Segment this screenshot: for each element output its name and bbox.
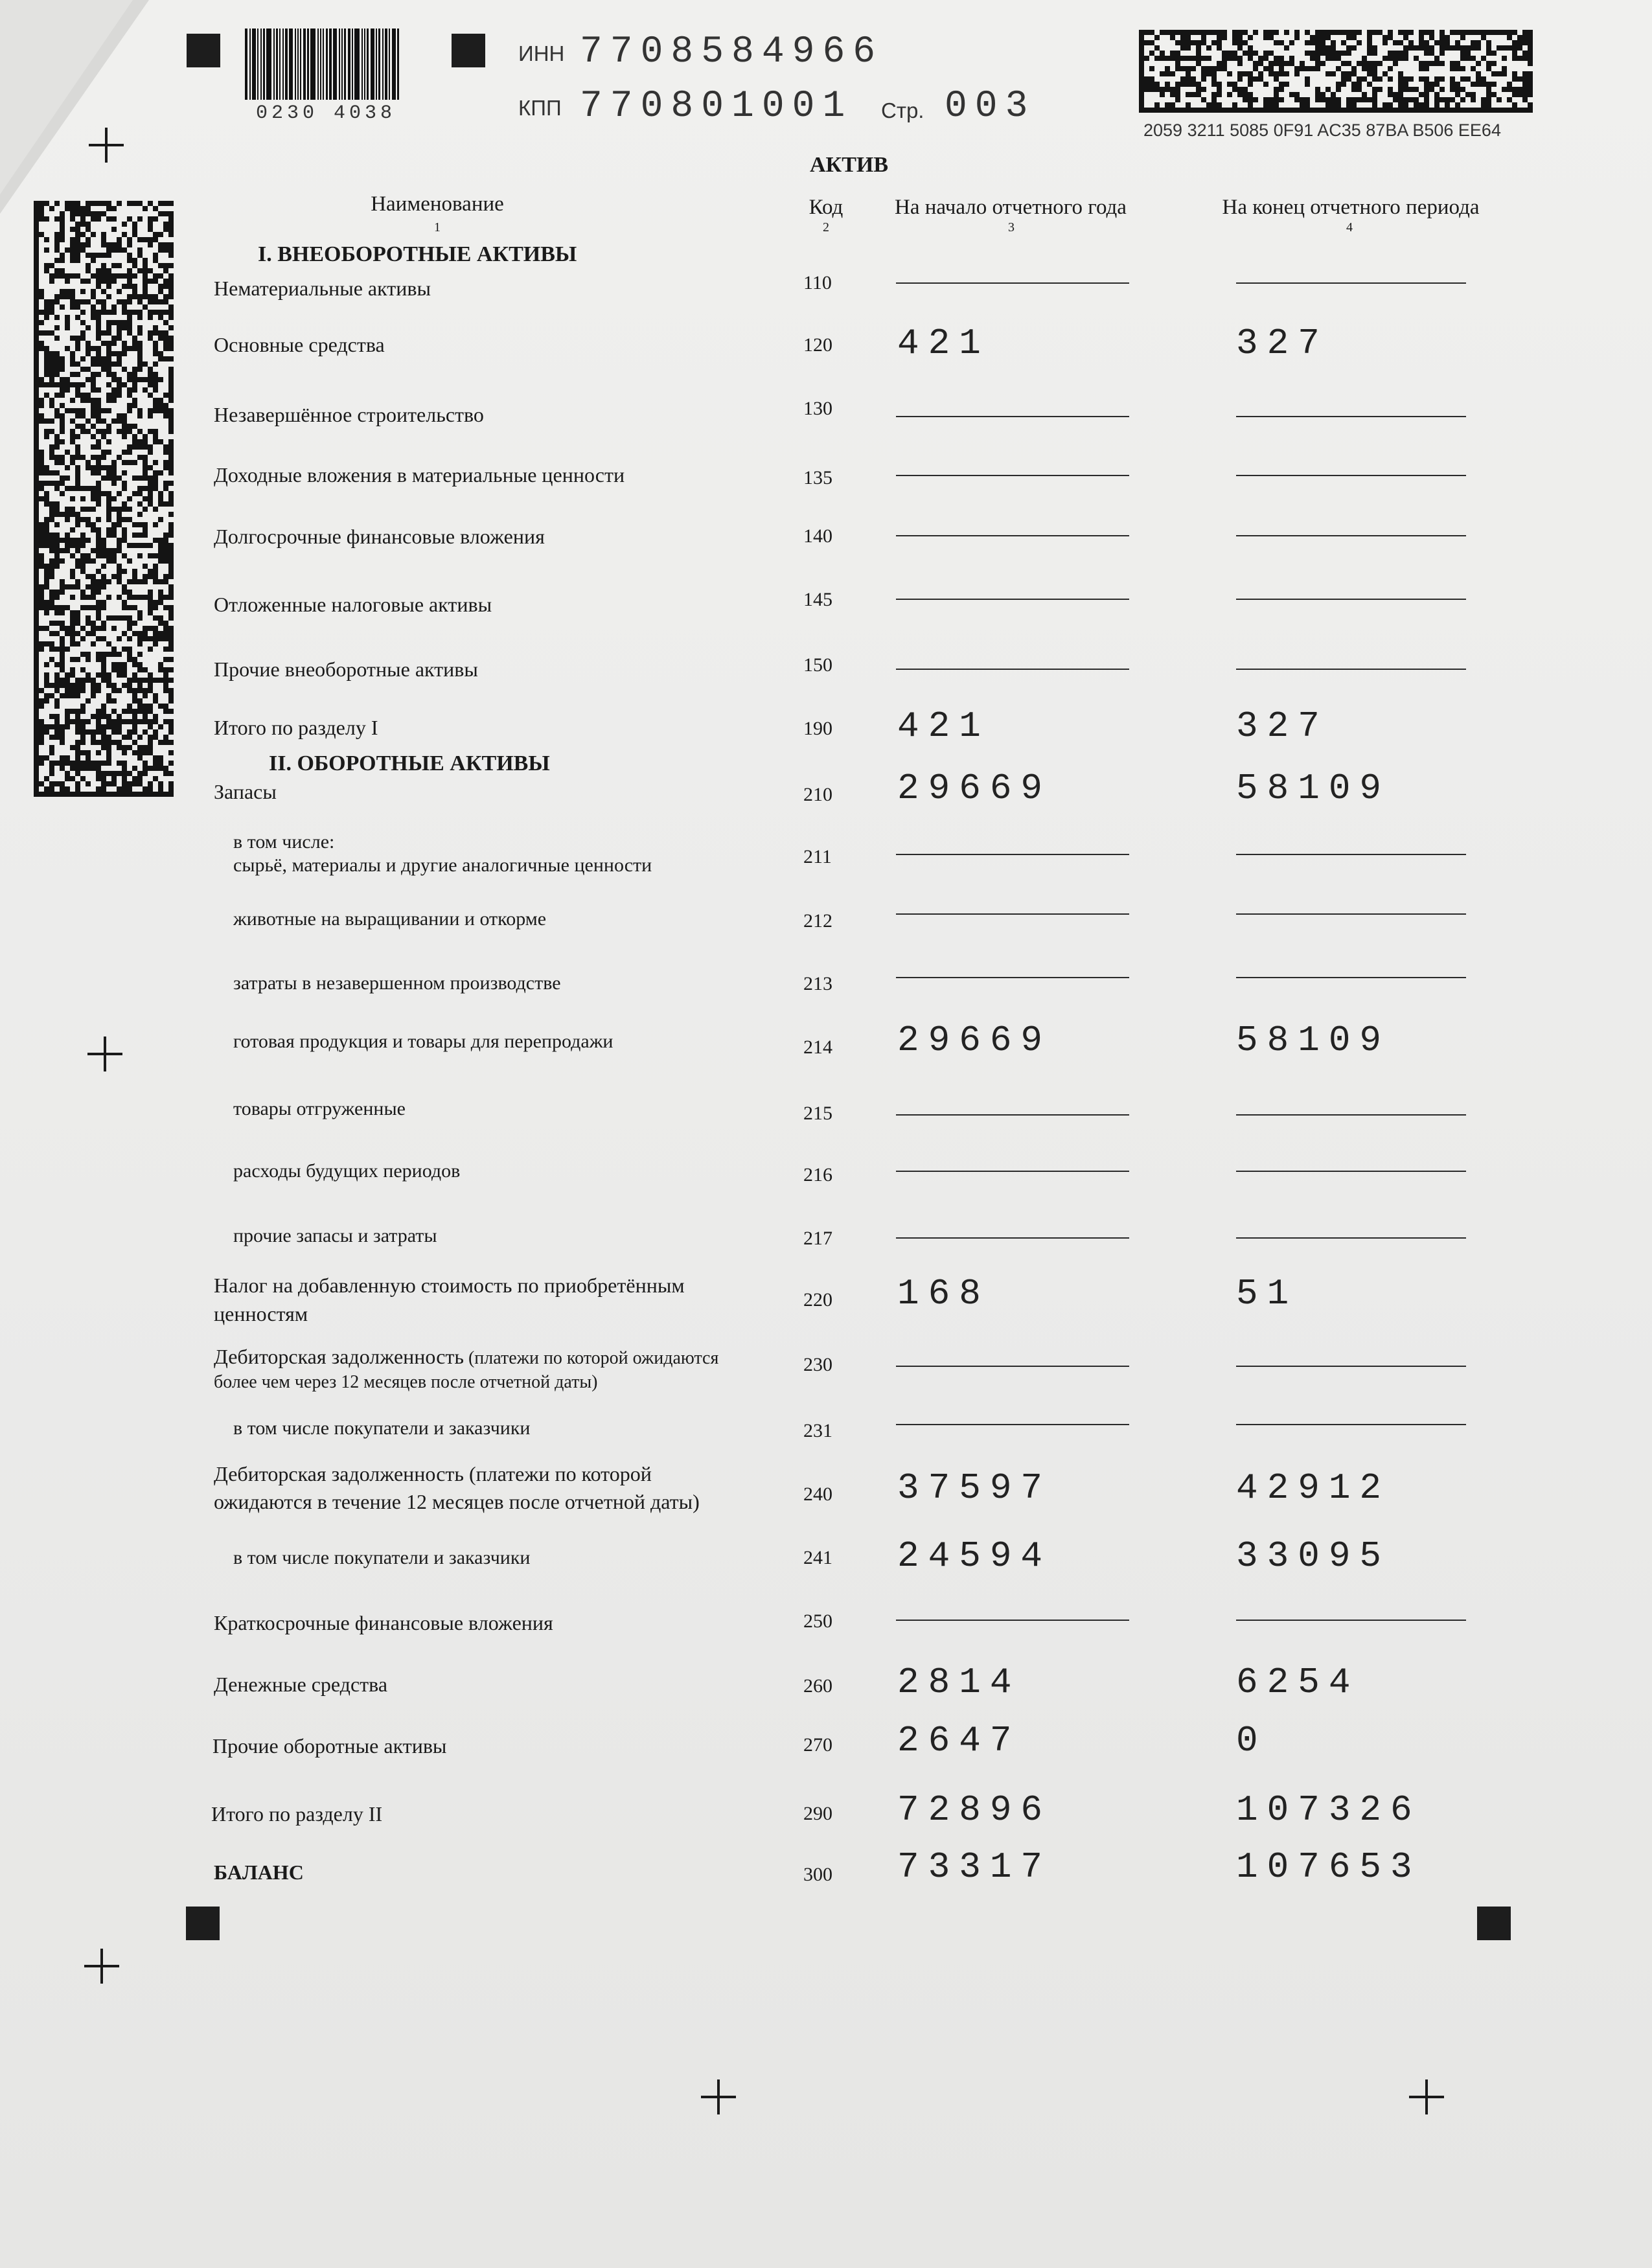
blank-line-start	[896, 1171, 1129, 1172]
row-label-text: Итого по разделу I	[214, 716, 378, 739]
row-label	[233, 1096, 406, 1122]
row-label-text: Запасы	[214, 780, 277, 803]
datamatrix-code-text: 2059 3211 5085 0F91 AC35 87BA B506 EE64	[1143, 120, 1501, 140]
row-code: 212	[803, 910, 832, 932]
row-label	[214, 275, 431, 301]
barcode-bar	[260, 29, 262, 100]
row-label	[214, 462, 625, 488]
barcode-bar	[320, 29, 321, 100]
blank-line-start	[896, 1237, 1129, 1239]
row-label	[214, 715, 378, 740]
row-label	[233, 829, 334, 855]
barcode-bar	[279, 29, 281, 100]
crosshair-mark	[701, 2079, 736, 2114]
section-heading-2: II. ОБОРОТНЫЕ АКТИВЫ	[269, 751, 550, 775]
barcode-bar	[310, 29, 315, 100]
row-code: 216	[803, 1164, 832, 1186]
row-code: 135	[803, 467, 832, 488]
column-number: 3	[1008, 220, 1015, 235]
row-label-text: Дебиторская задолженность	[214, 1345, 464, 1368]
blank-line-end	[1236, 1366, 1466, 1367]
crosshair-mark	[89, 128, 124, 163]
barcode-bar	[295, 29, 296, 100]
row-label	[214, 332, 385, 358]
value-end-of-period: 107653	[1236, 1846, 1421, 1888]
barcode-bar	[249, 29, 251, 100]
column-header-start: На начало отчетного года	[895, 196, 1127, 219]
blank-line-end	[1236, 1620, 1466, 1621]
row-code: 220	[803, 1289, 832, 1311]
blank-line-start	[896, 913, 1129, 915]
value-end-of-period: 0	[1236, 1720, 1267, 1761]
blank-line-end	[1236, 282, 1466, 284]
row-label-text: Отложенные налоговые активы	[214, 593, 492, 616]
blank-line-start	[896, 669, 1129, 670]
row-label-text: Основные средства	[214, 333, 385, 356]
barcode-bar	[282, 29, 284, 100]
barcode-bar	[361, 29, 363, 100]
row-label	[214, 591, 492, 617]
column-number: 1	[434, 220, 441, 235]
value-start-of-year: 2814	[897, 1662, 1021, 1703]
row-label-line2: ценностям	[214, 1302, 308, 1325]
row-label-text: затраты в незавершенном производстве	[233, 972, 561, 994]
row-label-text: в том числе покупатели и заказчики	[233, 1417, 531, 1439]
value-start-of-year: 421	[897, 323, 990, 364]
row-label-text: готовая продукция и товары для перепродажи	[233, 1031, 614, 1052]
value-end-of-period: 51	[1236, 1273, 1298, 1314]
row-label	[233, 1158, 460, 1184]
blank-line-end	[1236, 1424, 1466, 1425]
barcode-bar	[348, 29, 350, 100]
inn-value: 7708584966	[580, 31, 884, 73]
barcode-bar	[389, 29, 390, 100]
vertical-datamatrix-code	[34, 201, 178, 797]
row-label	[214, 656, 478, 682]
matrix-pattern	[1139, 30, 1533, 113]
value-start-of-year: 29669	[897, 768, 1052, 809]
barcode-bar	[289, 29, 293, 100]
inn-label: ИНН	[518, 41, 565, 65]
value-start-of-year: 29669	[897, 1020, 1052, 1061]
column-header-name: Наименование	[371, 192, 504, 216]
row-label-text: Незавершённое строительство	[214, 403, 484, 426]
value-end-of-period: 6254	[1236, 1662, 1360, 1703]
row-code: 145	[803, 589, 832, 610]
kpp-value: 770801001	[580, 86, 853, 128]
barcode-bar	[297, 29, 299, 100]
row-code: 250	[803, 1610, 832, 1632]
row-code: 213	[803, 973, 832, 994]
row-code: 211	[803, 846, 832, 867]
barcode-bar	[385, 29, 387, 100]
row-label-text: животные на выращивании и откорме	[233, 908, 547, 930]
blank-line-start	[896, 1424, 1129, 1425]
value-end-of-period: 107326	[1236, 1789, 1421, 1831]
blank-line-end	[1236, 535, 1466, 536]
registration-square	[452, 34, 485, 67]
barcode-bar	[392, 29, 396, 100]
barcode-bar	[344, 29, 346, 100]
barcode-bar	[252, 29, 256, 100]
blank-line-start	[896, 1114, 1129, 1116]
crosshair-mark	[87, 1037, 122, 1071]
barcode	[245, 29, 415, 100]
blank-line-start	[896, 1366, 1129, 1367]
barcode-bar	[273, 29, 275, 100]
row-code: 260	[803, 1675, 832, 1697]
blank-line-start	[896, 599, 1129, 600]
row-label-note: (платежи по которой ожидаются	[463, 1348, 719, 1368]
row-code: 140	[803, 525, 832, 547]
column-number: 2	[823, 220, 829, 235]
value-end-of-period: 327	[1236, 323, 1329, 364]
row-label	[214, 1461, 652, 1487]
row-label	[233, 1545, 530, 1571]
row-label-text: Краткосрочные финансовые вложения	[214, 1611, 553, 1634]
row-label	[214, 1859, 304, 1885]
row-code: 290	[803, 1803, 832, 1824]
barcode-bar	[285, 29, 288, 100]
row-label-text: Налог на добавленную стоимость по приобретённым	[214, 1274, 685, 1297]
row-code: 300	[803, 1864, 832, 1885]
value-end-of-period: 58109	[1236, 1020, 1391, 1061]
row-label	[233, 970, 561, 996]
row-label-text: БАЛАНС	[214, 1861, 304, 1884]
blank-line-start	[896, 475, 1129, 476]
row-code: 217	[803, 1228, 832, 1249]
row-label	[233, 906, 546, 932]
row-label-text: Дебиторская задолженность (платежи по которой	[214, 1462, 652, 1485]
datamatrix-code	[1139, 30, 1535, 113]
row-label-text: Нематериальные активы	[214, 277, 431, 300]
blank-line-end	[1236, 977, 1466, 978]
row-label	[214, 1671, 387, 1697]
row-code: 240	[803, 1483, 832, 1505]
row-label-line2: ожидаются в течение 12 месяцев после отчетной даты)	[214, 1490, 700, 1513]
row-label-text: товары отгруженные	[233, 1098, 406, 1119]
row-code: 210	[803, 784, 832, 805]
registration-square	[1477, 1907, 1511, 1940]
blank-line-start	[896, 977, 1129, 978]
barcode-bar	[397, 29, 399, 100]
blank-line-end	[1236, 913, 1466, 915]
row-label	[233, 1223, 437, 1249]
barcode-bar	[263, 29, 265, 100]
barcode-bar	[323, 29, 324, 100]
row-label-text: Долгосрочные финансовые вложения	[214, 525, 545, 548]
row-label-text: Доходные вложения в материальные ценности	[214, 463, 625, 487]
row-label-text: Прочие оборотные активы	[212, 1734, 447, 1758]
row-label	[214, 1272, 685, 1298]
row-label-line2: более чем через 12 месяцев после отчетной даты)	[214, 1372, 598, 1392]
crosshair-mark	[84, 1949, 119, 1984]
row-code: 120	[803, 334, 832, 356]
row-label	[212, 1733, 446, 1759]
barcode-bar	[339, 29, 340, 100]
barcode-bar	[300, 29, 301, 100]
row-label	[214, 1610, 553, 1636]
blank-line-end	[1236, 1237, 1466, 1239]
blank-line-end	[1236, 416, 1466, 417]
value-start-of-year: 2647	[897, 1720, 1021, 1761]
barcode-bar	[376, 29, 377, 100]
value-start-of-year: 168	[897, 1273, 990, 1314]
blank-line-start	[896, 1620, 1129, 1621]
barcode-number: 0230 4038	[256, 102, 396, 124]
barcode-bar	[371, 29, 374, 100]
barcode-bar	[364, 29, 365, 100]
row-code: 241	[803, 1547, 832, 1568]
barcode-bar	[276, 29, 278, 100]
row-label-line2: сырьё, материалы и другие аналогичные ценности	[233, 854, 652, 876]
row-code: 215	[803, 1103, 832, 1124]
row-code: 150	[803, 654, 832, 676]
barcode-bar	[245, 29, 247, 100]
blank-line-start	[896, 854, 1129, 855]
blank-line-end	[1236, 599, 1466, 600]
blank-line-start	[896, 416, 1129, 417]
row-label	[214, 402, 484, 428]
row-label	[211, 1801, 382, 1827]
barcode-bar	[333, 29, 337, 100]
row-label-text: Итого по разделу II	[211, 1802, 383, 1826]
blank-line-end	[1236, 1114, 1466, 1116]
row-label	[214, 1344, 718, 1371]
row-label-text: Денежные средства	[214, 1673, 388, 1696]
barcode-bar	[329, 29, 332, 100]
blank-line-start	[896, 282, 1129, 284]
blank-line-end	[1236, 1171, 1466, 1172]
blank-line-end	[1236, 475, 1466, 476]
value-start-of-year: 72896	[897, 1789, 1052, 1831]
row-label	[233, 1029, 613, 1055]
table-title: АКТИВ	[810, 153, 889, 177]
blank-line-start	[896, 535, 1129, 536]
barcode-bar	[382, 29, 384, 100]
barcode-bar	[326, 29, 328, 100]
value-start-of-year: 37597	[897, 1467, 1052, 1509]
barcode-bar	[303, 29, 306, 100]
column-header-code: Код	[809, 196, 843, 219]
barcode-bar	[257, 29, 258, 100]
value-end-of-period: 33095	[1236, 1535, 1391, 1577]
barcode-bar	[266, 29, 271, 100]
blank-line-end	[1236, 854, 1466, 855]
registration-square	[187, 34, 220, 67]
barcode-bar	[367, 29, 369, 100]
barcode-bar	[354, 29, 360, 100]
row-code: 130	[803, 398, 832, 419]
row-label	[214, 523, 545, 549]
crosshair-mark	[1409, 2079, 1444, 2114]
column-number: 4	[1346, 220, 1353, 235]
row-label-text: Прочие внеоборотные активы	[214, 658, 478, 681]
page-number: 003	[945, 86, 1036, 128]
column-header-end: На конец отчетного периода	[1222, 196, 1480, 219]
row-code: 231	[803, 1420, 832, 1441]
row-label-text: расходы будущих периодов	[233, 1160, 461, 1182]
value-end-of-period: 42912	[1236, 1467, 1391, 1509]
barcode-bar	[352, 29, 353, 100]
row-label-text: прочие запасы и затраты	[233, 1225, 437, 1246]
barcode-bar	[341, 29, 343, 100]
row-code: 270	[803, 1734, 832, 1756]
barcode-bar	[307, 29, 309, 100]
row-label	[214, 779, 277, 805]
row-code: 230	[803, 1354, 832, 1375]
row-code: 190	[803, 718, 832, 739]
section-heading-1: I. ВНЕОБОРОТНЫЕ АКТИВЫ	[258, 242, 577, 266]
row-label	[233, 1415, 530, 1441]
row-code: 214	[803, 1037, 832, 1058]
barcode-bar	[378, 29, 380, 100]
row-label-text: в том числе:	[233, 831, 335, 853]
row-label-text: в том числе покупатели и заказчики	[233, 1547, 531, 1568]
value-end-of-period: 327	[1236, 705, 1329, 747]
value-start-of-year: 73317	[897, 1846, 1052, 1888]
page-label: Стр.	[881, 98, 924, 122]
value-end-of-period: 58109	[1236, 768, 1391, 809]
row-code: 110	[803, 272, 832, 293]
value-start-of-year: 24594	[897, 1535, 1052, 1577]
kpp-label: КПП	[518, 96, 562, 120]
registration-square	[186, 1907, 220, 1940]
matrix-pattern	[34, 201, 174, 797]
blank-line-end	[1236, 669, 1466, 670]
value-start-of-year: 421	[897, 705, 990, 747]
barcode-bar	[317, 29, 319, 100]
